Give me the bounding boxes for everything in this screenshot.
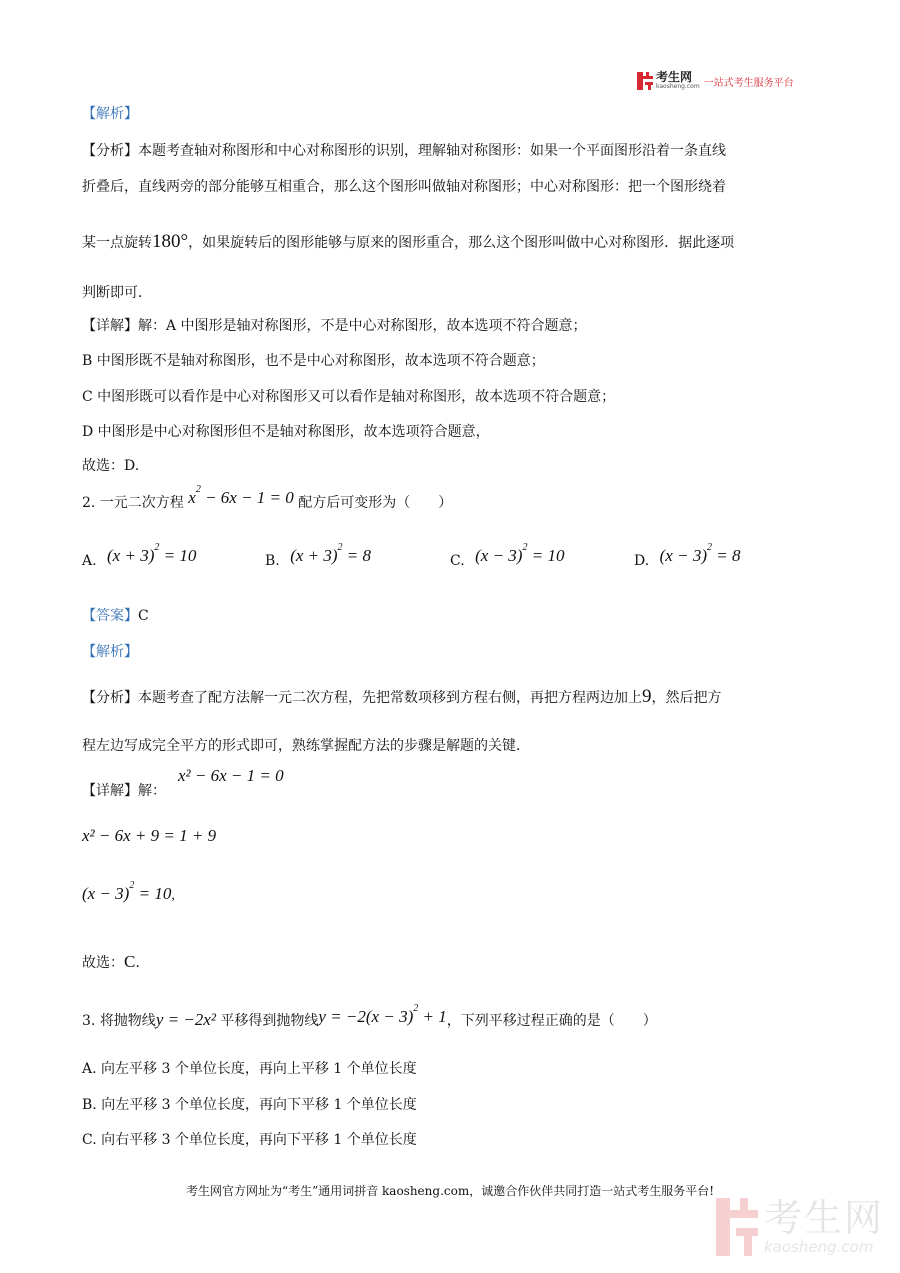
- q1-xiangjie-c: C 中图形既可以看作是中心对称图形又可以看作是轴对称图形，故本选项不符合题意；: [82, 389, 616, 405]
- q3-option-b[interactable]: B. 向左平移 3 个单位长度，再向下平移 1 个单位长度: [82, 1097, 417, 1113]
- q2-stem-b: 配方后可变形为（ ）: [298, 495, 453, 511]
- option-expr: (x − 3): [659, 546, 707, 565]
- option-expr: (x + 3): [107, 546, 155, 565]
- q2-daan-tag: 【答案】: [82, 608, 138, 624]
- q2-jiexi-tag: 【解析】: [82, 644, 138, 660]
- q3-stem: [82, 1003, 657, 1030]
- q2-step3-expr: (x − 3): [82, 884, 130, 903]
- q2-number: 2.: [82, 495, 96, 511]
- q1-xiangjie-d: D 中图形是中心对称图形但不是轴对称图形，故本选项符合题意，: [82, 424, 490, 440]
- q3-stem-b: 平移得到抛物线: [220, 1013, 319, 1029]
- header-slogan: 一站式考生服务平台: [703, 77, 794, 89]
- q2-answer-text: 故选：: [82, 955, 124, 971]
- q3-option-c[interactable]: C. 向右平移 3 个单位长度，再向下平移 1 个单位长度: [82, 1132, 417, 1148]
- q1-fenxi-line3: [82, 231, 734, 253]
- q2-option-d[interactable]: [634, 542, 741, 570]
- q2-stem-a: 一元二次方程: [99, 495, 184, 511]
- logo-domain: kaosheng.com: [656, 83, 700, 90]
- q1-fenxi-tag: 【分析】: [82, 143, 138, 159]
- q2-answer-value: C: [124, 952, 136, 971]
- q1-fenxi-text1: 本题考查轴对称图形和中心对称图形的识别，理解轴对称图形：如果一个平面图形沿着一条直线: [138, 143, 726, 159]
- q3-option-a[interactable]: A. 向左平移 3 个单位长度，再向上平移 1 个单位长度: [82, 1061, 417, 1077]
- watermark-logo-icon: [716, 1198, 758, 1256]
- q1-jiexi-tag: 【解析】: [82, 106, 138, 122]
- q2-fenxi-text1b: ，然后把方: [651, 690, 722, 706]
- option-exp: 2: [522, 542, 528, 553]
- q2-fenxi-line1: [82, 686, 722, 708]
- option-exp: 2: [706, 542, 712, 553]
- q1-xiangjie-a: 解：A 中图形是轴对称图形，不是中心对称图形，故本选项不符合题意；: [138, 318, 587, 334]
- watermark-name: 考生网: [764, 1196, 885, 1240]
- q2-step3-rhs: = 10: [134, 884, 172, 903]
- q2-step3-exp: 2: [129, 880, 135, 891]
- logo-name: 考生网: [656, 70, 693, 84]
- q3-stem-c: ，下列平移过程正确的是（ ）: [446, 1013, 657, 1029]
- option-rhs: = 10: [527, 546, 565, 565]
- option-label: B.: [265, 553, 280, 569]
- q2-xiangjie-line: [82, 780, 166, 800]
- q3-number: 3.: [82, 1013, 96, 1029]
- q3-stem-a: 将抛物线: [99, 1013, 156, 1029]
- q1-fenxi-line2: 折叠后，直线两旁的部分能够互相重合，那么这个图形叫做轴对称图形；中心对称图形：把一个图形绕着: [82, 179, 726, 195]
- header-logo: [637, 70, 794, 92]
- q2-answer: [82, 952, 140, 972]
- q3-parabola2-rhs: + 1: [418, 1007, 447, 1026]
- q2-option-a[interactable]: [82, 542, 197, 570]
- q2-step1: x² − 6x − 1 = 0: [178, 766, 284, 785]
- q2-equation: $x^2 - 6x - 1 = 0$: [188, 484, 294, 507]
- q2-daan: [82, 605, 149, 625]
- q2-stem: [82, 484, 453, 512]
- rotation-angle: 180°: [152, 231, 189, 252]
- option-rhs: = 8: [711, 546, 741, 565]
- q3-parabola1: y = −2x²: [155, 1010, 216, 1029]
- q2-fenxi-line2: 程左边写成完全平方的形式即可，熟练掌握配方法的步骤是解题的关键．: [82, 738, 530, 754]
- q3-parabola2: [318, 1003, 447, 1026]
- q1-fenxi-line1: [82, 140, 726, 160]
- q2-option-c[interactable]: [450, 542, 565, 570]
- q3-parabola2-expr: y = −2(x − 3): [318, 1007, 414, 1026]
- q1-fenxi-line4: 判断即可．: [82, 285, 152, 301]
- footer-text: 考生网官方网址为“考生”通用词拼音 kaosheng.com，诚邀合作伙伴共同打造一站式考生服务平台!: [185, 1184, 715, 1198]
- q2-step3-tail: ,: [171, 888, 175, 903]
- option-label: A.: [82, 553, 97, 569]
- option-exp: 2: [154, 542, 160, 553]
- q1-answer: 故选：D.: [82, 458, 140, 474]
- q2-answer-tail: .: [135, 955, 140, 971]
- q1-fenxi-text3b: ，如果旋转后的图形能够与原来的图形重合，那么这个图形叫做中心对称图形．据此逐项: [188, 235, 735, 251]
- watermark: [716, 1198, 884, 1256]
- q2-xiangjie-pre: 解：: [138, 783, 166, 799]
- q1-xiangjie-line-a: [82, 315, 587, 335]
- option-label: C.: [450, 553, 465, 569]
- q2-step3: [82, 880, 175, 904]
- option-rhs: = 8: [342, 546, 372, 565]
- option-exp: 2: [337, 542, 343, 553]
- option-expr: (x + 3): [290, 546, 338, 565]
- q1-fenxi-text3a: 某一点旋转: [82, 235, 152, 251]
- q2-option-b[interactable]: [265, 542, 372, 570]
- option-rhs: = 10: [159, 546, 197, 565]
- watermark-domain: kaosheng.com: [764, 1238, 874, 1256]
- q2-fenxi-tag: 【分析】: [82, 690, 138, 706]
- option-label: D.: [634, 553, 650, 569]
- q2-xiangjie-tag: 【详解】: [82, 783, 138, 799]
- option-expr: (x − 3): [475, 546, 523, 565]
- q1-xiangjie-tag: 【详解】: [82, 318, 138, 334]
- q3-parabola2-exp: 2: [413, 1003, 419, 1014]
- q2-fenxi-num: 9: [642, 686, 652, 707]
- q2-step2: x² − 6x + 9 = 1 + 9: [82, 826, 217, 845]
- q2-fenxi-text1a: 本题考查了配方法解一元二次方程，先把常数项移到方程右侧，再把方程两边加上: [138, 690, 642, 706]
- q2-daan-value: C: [138, 608, 149, 624]
- q1-xiangjie-b: B 中图形既不是轴对称图形，也不是中心对称图形，故本选项不符合题意；: [82, 353, 545, 369]
- kaosheng-logo-icon: [637, 72, 653, 90]
